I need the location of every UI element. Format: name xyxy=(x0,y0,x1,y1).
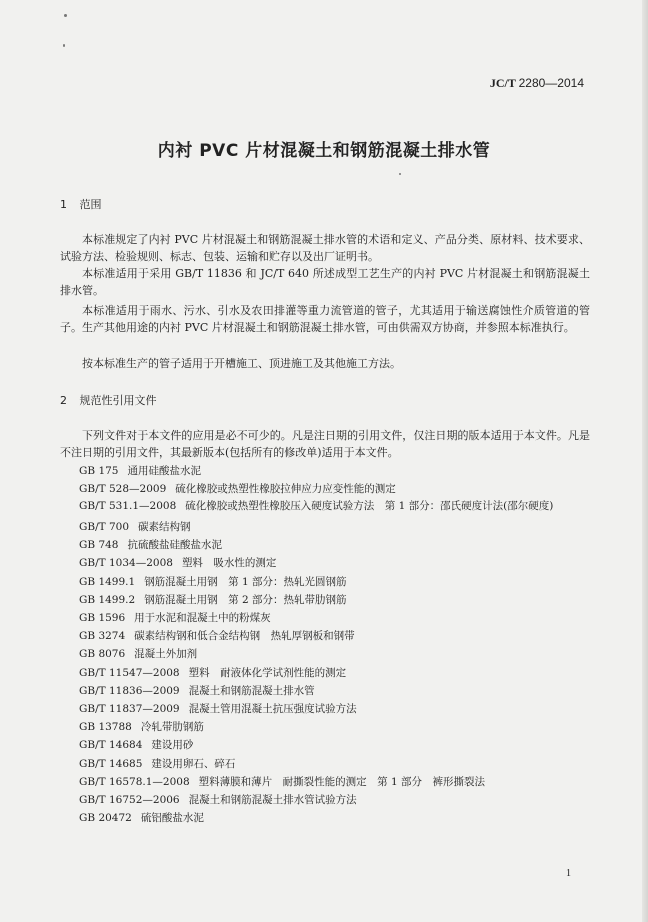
reference-title: 碳素结构钢 xyxy=(138,520,191,533)
reference-code: GB 1596 xyxy=(79,611,126,624)
reference-item xyxy=(60,791,590,809)
reference-title: 硫铝酸盐水泥 xyxy=(140,812,204,825)
reference-code: GB 1499.1 xyxy=(79,575,136,588)
reference-item xyxy=(60,518,590,536)
reference-code: GB 13788 xyxy=(79,721,132,734)
reference-title: 塑料 吸水性的测定 xyxy=(181,557,277,570)
reference-code: GB/T 528—2009 xyxy=(79,483,167,496)
reference-title: 硫化橡胶或热塑性橡胶压入硬度试验方法 第 1 部分：邵氏硬度计法(邵尔硬度) xyxy=(185,500,554,513)
reference-item xyxy=(60,755,590,773)
scan-speck xyxy=(64,14,67,17)
reference-code: GB 1499.2 xyxy=(79,593,136,606)
standard-code xyxy=(490,76,584,91)
reference-code: GB/T 14685 xyxy=(79,757,143,770)
reference-title: 塑料 耐液体化学试剂性能的测定 xyxy=(188,666,347,679)
reference-title: 硫化橡胶或热塑性橡胶拉伸应力应变性能的测定 xyxy=(175,483,396,496)
reference-code: GB 748 xyxy=(79,539,119,552)
reference-title: 建设用砂 xyxy=(151,739,194,752)
section-number: 1 xyxy=(60,198,67,211)
reference-title: 混凝土管用混凝土抗压强度试验方法 xyxy=(188,702,357,715)
reference-title: 钢筋混凝土用钢 第 2 部分：热轧带肋钢筋 xyxy=(144,593,347,606)
reference-list xyxy=(60,462,590,827)
reference-item xyxy=(60,718,590,736)
reference-title: 通用硅酸盐水泥 xyxy=(127,465,201,477)
reference-title: 钢筋混凝土用钢 第 1 部分：热轧光圆钢筋 xyxy=(144,575,347,588)
scope-paragraph: 按本标准生产的管子适用于开槽施工、顶进施工及其他施工方法。 xyxy=(82,357,401,370)
reference-item xyxy=(60,480,590,498)
scan-speck xyxy=(399,173,401,175)
reference-title: 混凝土外加剂 xyxy=(134,648,198,661)
standard-code-prefix: JC/T xyxy=(489,76,516,90)
reference-title: 用于水泥和混凝土中的粉煤灰 xyxy=(134,611,271,624)
reference-item xyxy=(60,664,590,682)
reference-title: 冷轧带肋钢筋 xyxy=(140,721,204,734)
reference-item xyxy=(60,536,590,554)
reference-code: GB/T 531.1—2008 xyxy=(79,500,177,513)
reference-item xyxy=(60,736,590,754)
section-number: 2 xyxy=(60,394,67,407)
reference-title: 混凝土和钢筋混凝土排水管 xyxy=(188,684,315,697)
section-heading-normative-references xyxy=(60,392,157,408)
reference-item xyxy=(60,462,590,480)
section-heading-scope xyxy=(60,196,102,212)
reference-code: GB 3274 xyxy=(79,630,126,643)
scope-paragraph: 本标准规定了内衬 PVC 片材混凝土和钢筋混凝土排水管的术语和定义、产品分类、原材料、技术要求、试验方法、检验规则、标志、包装、运输和贮存以及出厂证明书。 xyxy=(60,233,590,263)
reference-code: GB/T 16578.1—2008 xyxy=(79,775,190,788)
reference-code: GB 8076 xyxy=(79,648,126,661)
reference-item xyxy=(60,809,590,827)
reference-item xyxy=(60,645,590,663)
reference-title: 混凝土和钢筋混凝土排水管试验方法 xyxy=(188,793,357,806)
reference-title: 碳素结构钢和低合金结构钢 热轧厚钢板和钢带 xyxy=(134,630,355,643)
reference-item xyxy=(60,773,590,791)
reference-code: GB/T 1034—2008 xyxy=(79,557,173,570)
reference-item xyxy=(60,700,590,718)
standard-code-number: 2280—2014 xyxy=(518,76,584,90)
reference-item xyxy=(60,591,590,609)
references-intro-paragraph: 下列文件对于本文件的应用是必不可少的。凡是注日期的引用文件，仅注日期的版本适用于本文件。凡是不注日期的引用文件，其最新版本(包括所有的修改单)适用于本文件。 xyxy=(60,429,590,459)
scope-paragraph: 本标准适用于采用 GB/T 11836 和 JC/T 640 所述成型工艺生产的内衬 PVC 片材混凝土和钢筋混凝土排水管。 xyxy=(60,267,590,297)
reference-item xyxy=(60,573,590,591)
scope-paragraph: 本标准适用于雨水、污水、引水及农田排灌等重力流管道的管子，尤其适用于输送腐蚀性介质管道的管子。生产其他用途的内衬 PVC 片材混凝土和钢筋混凝土排水管，可由供需双方协商，并参照本标准执行。 xyxy=(60,304,590,334)
reference-item xyxy=(60,609,590,627)
reference-title: 塑料薄膜和薄片 耐撕裂性能的测定 第 1 部分 裤形撕裂法 xyxy=(198,775,485,788)
reference-item xyxy=(60,554,590,572)
reference-code: GB 20472 xyxy=(79,812,132,825)
document-title: 内衬 PVC 片材混凝土和钢筋混凝土排水管 xyxy=(157,141,491,161)
reference-code: GB/T 11837—2009 xyxy=(79,702,180,715)
section-title: 范围 xyxy=(79,198,102,211)
reference-title: 抗硫酸盐硅酸盐水泥 xyxy=(127,539,222,552)
reference-item xyxy=(60,499,590,515)
page-number: 1 xyxy=(566,868,571,879)
reference-title: 建设用卵石、碎石 xyxy=(151,757,236,770)
reference-code: GB/T 11547—2008 xyxy=(79,666,180,679)
reference-code: GB/T 11836—2009 xyxy=(79,684,180,697)
reference-code: GB/T 700 xyxy=(79,520,130,533)
reference-item xyxy=(60,682,590,700)
reference-item xyxy=(60,627,590,645)
section-title: 规范性引用文件 xyxy=(79,394,157,407)
reference-code: GB 175 xyxy=(79,465,119,477)
reference-code: GB/T 16752—2006 xyxy=(79,793,180,806)
scan-speck xyxy=(63,44,65,47)
reference-code: GB/T 14684 xyxy=(79,739,143,752)
